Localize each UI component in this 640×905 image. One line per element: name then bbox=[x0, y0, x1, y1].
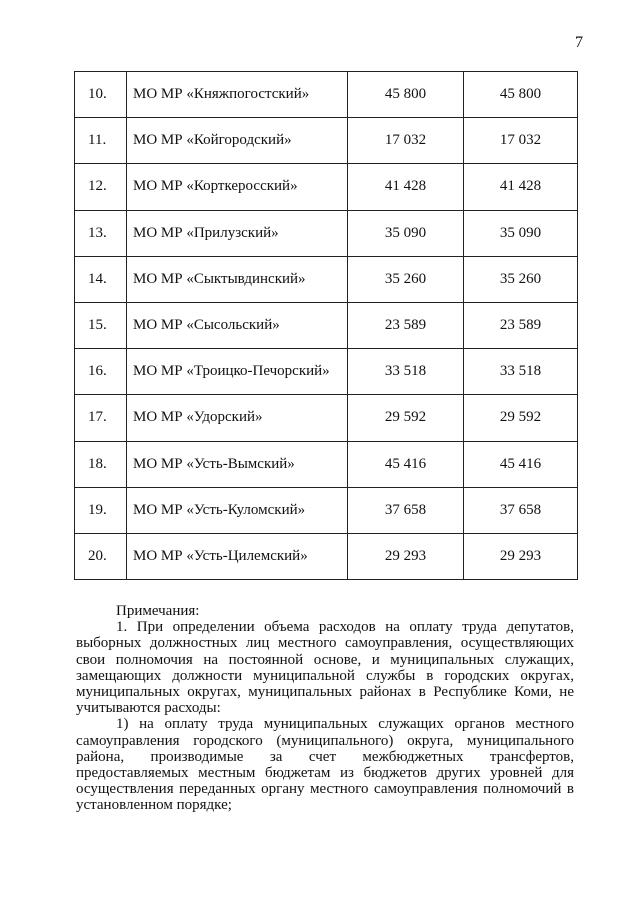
table-row bbox=[75, 256, 578, 302]
municipality-name: МО МР «Княжпогостский» bbox=[127, 72, 348, 118]
page-number: 7 bbox=[575, 34, 583, 51]
municipality-table bbox=[74, 71, 578, 580]
municipality-name: МО МР «Сысольский» bbox=[127, 302, 348, 348]
municipality-name: МО МР «Усть-Вымский» bbox=[127, 441, 348, 487]
value-column-2: 41 428 bbox=[464, 164, 578, 210]
municipality-name: МО МР «Удорский» bbox=[127, 395, 348, 441]
table-row bbox=[75, 441, 578, 487]
value-column-1: 17 032 bbox=[348, 118, 464, 164]
value-column-2: 45 416 bbox=[464, 441, 578, 487]
value-column-1: 35 260 bbox=[348, 256, 464, 302]
note-paragraph-1: 1. При определении объема расходов на оплату труда депутатов, выборных должностных лиц местного самоуправления, осуществляющих свои полномочия на постоянной основе, и муниципальных служащих, замещающих должности муниципальной службы в городских округах, муниципальных округах, муниципальных районах в Республике Коми, не учитываются расходы: bbox=[76, 619, 574, 717]
table-row bbox=[75, 533, 578, 579]
municipality-name: МО МР «Усть-Куломский» bbox=[127, 487, 348, 533]
value-column-2: 17 032 bbox=[464, 118, 578, 164]
municipality-name: МО МР «Койгородский» bbox=[127, 118, 348, 164]
row-number: 12. bbox=[75, 164, 127, 210]
row-number: 10. bbox=[75, 72, 127, 118]
row-number: 11. bbox=[75, 118, 127, 164]
table-body bbox=[75, 72, 578, 580]
row-number: 19. bbox=[75, 487, 127, 533]
row-number: 20. bbox=[75, 533, 127, 579]
table-row bbox=[75, 349, 578, 395]
table-row bbox=[75, 302, 578, 348]
row-number: 18. bbox=[75, 441, 127, 487]
notes-heading: Примечания: bbox=[116, 603, 200, 619]
table-row bbox=[75, 164, 578, 210]
municipality-name: МО МР «Сыктывдинский» bbox=[127, 256, 348, 302]
value-column-2: 35 260 bbox=[464, 256, 578, 302]
value-column-1: 29 293 bbox=[348, 533, 464, 579]
value-column-2: 37 658 bbox=[464, 487, 578, 533]
table-row bbox=[75, 395, 578, 441]
table-row bbox=[75, 72, 578, 118]
table-row bbox=[75, 210, 578, 256]
notes-section bbox=[76, 603, 574, 814]
value-column-1: 23 589 bbox=[348, 302, 464, 348]
value-column-2: 23 589 bbox=[464, 302, 578, 348]
municipality-name: МО МР «Усть-Цилемский» bbox=[127, 533, 348, 579]
value-column-2: 29 293 bbox=[464, 533, 578, 579]
municipality-name: МО МР «Корткеросский» bbox=[127, 164, 348, 210]
value-column-2: 45 800 bbox=[464, 72, 578, 118]
row-number: 16. bbox=[75, 349, 127, 395]
value-column-1: 37 658 bbox=[348, 487, 464, 533]
note-paragraph-2: 1) на оплату труда муниципальных служащих органов местного самоуправления городского (муниципального) округа, муниципального района, производимые за счет межбюджетных трансфертов, предоставляемых местным бюджетам из бюджетов других уровней для осуществления переданных органу местного самоуправления полномочий в установленном порядке; bbox=[76, 716, 574, 814]
value-column-1: 41 428 bbox=[348, 164, 464, 210]
value-column-1: 45 800 bbox=[348, 72, 464, 118]
row-number: 14. bbox=[75, 256, 127, 302]
value-column-1: 45 416 bbox=[348, 441, 464, 487]
value-column-1: 29 592 bbox=[348, 395, 464, 441]
value-column-2: 33 518 bbox=[464, 349, 578, 395]
row-number: 13. bbox=[75, 210, 127, 256]
value-column-1: 35 090 bbox=[348, 210, 464, 256]
row-number: 15. bbox=[75, 302, 127, 348]
table-row bbox=[75, 487, 578, 533]
value-column-2: 29 592 bbox=[464, 395, 578, 441]
table-row bbox=[75, 118, 578, 164]
municipality-name: МО МР «Прилузский» bbox=[127, 210, 348, 256]
municipality-name: МО МР «Троицко-Печорский» bbox=[127, 349, 348, 395]
value-column-2: 35 090 bbox=[464, 210, 578, 256]
value-column-1: 33 518 bbox=[348, 349, 464, 395]
row-number: 17. bbox=[75, 395, 127, 441]
